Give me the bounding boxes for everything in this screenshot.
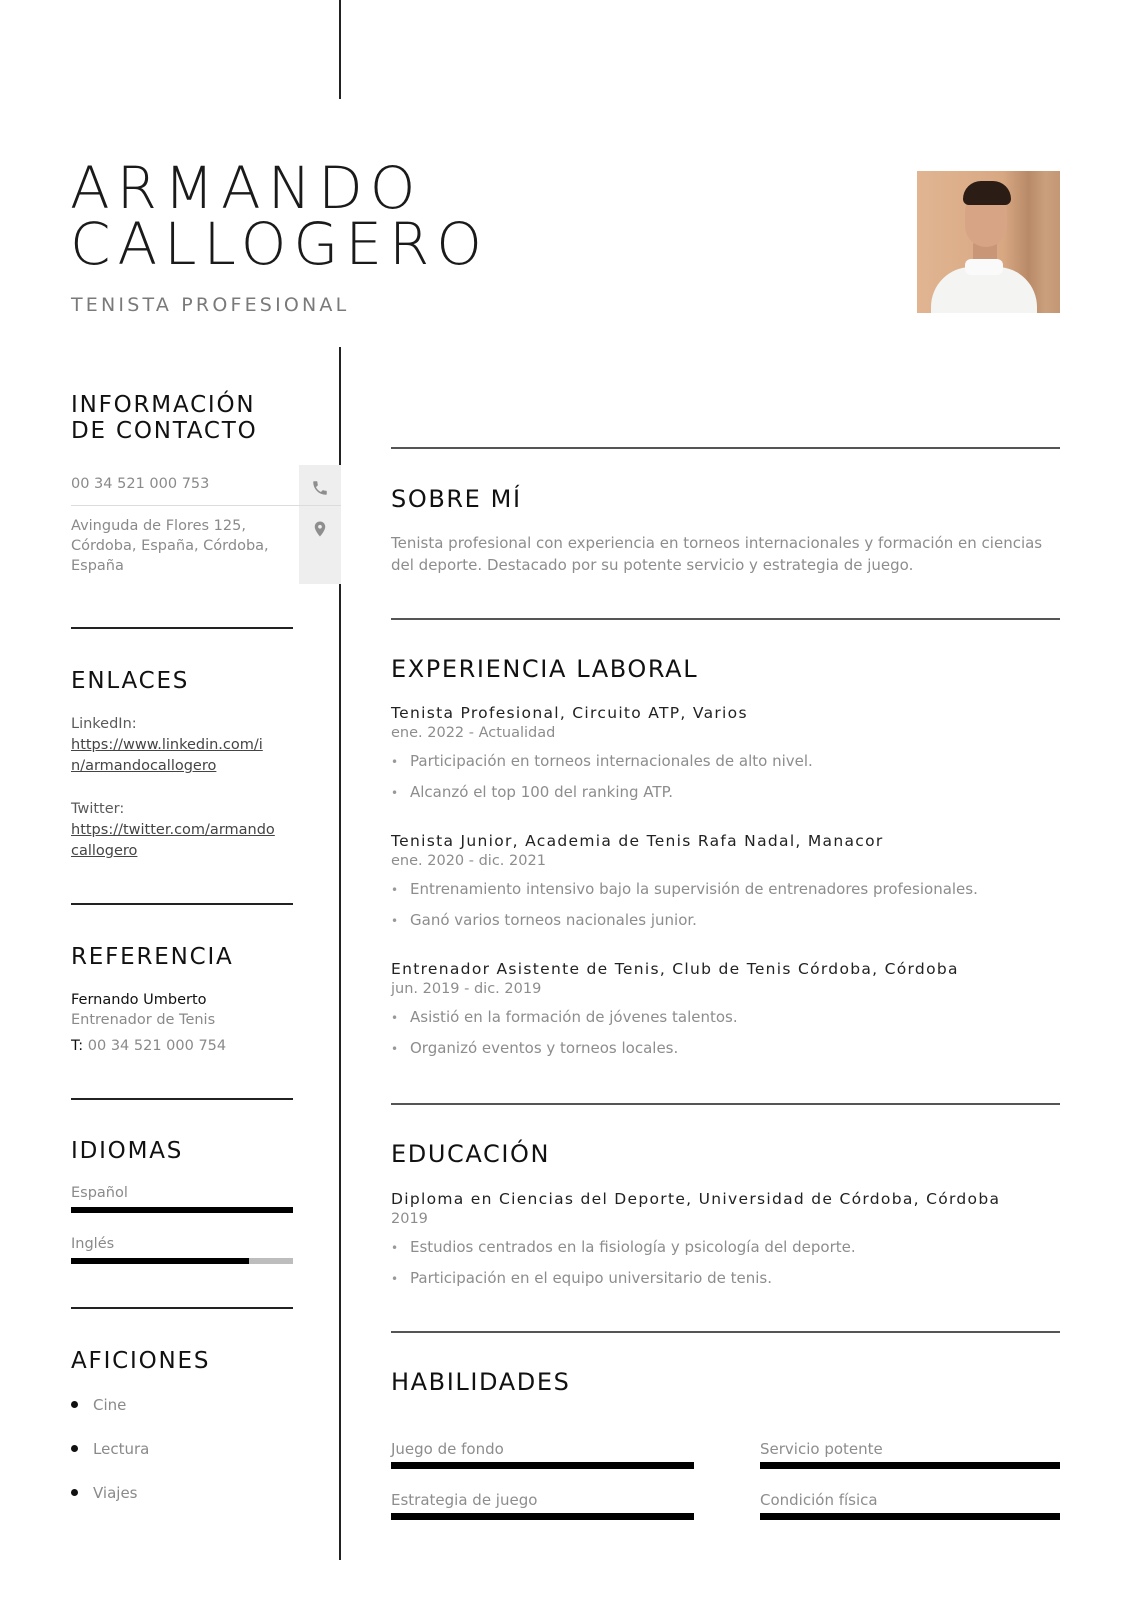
section-divider xyxy=(391,1103,1060,1105)
bullet-icon xyxy=(71,1401,78,1408)
bullet-icon xyxy=(71,1445,78,1452)
skill-name: Estrategia de juego xyxy=(391,1491,538,1509)
address-line: España xyxy=(71,558,124,574)
about-text: Tenista profesional con experiencia en torneos internacionales y formación en ciencias del deporte. Destacado por su potente servicio y estrategia de juego. xyxy=(391,534,1043,574)
job-title: Tenista Junior, Academia de Tenis Rafa Nadal, Manacor xyxy=(391,832,884,850)
hobby-item: Lectura xyxy=(71,1440,149,1458)
job-bullet: • Organizó eventos y torneos locales. xyxy=(391,1039,679,1057)
skill-level-bar xyxy=(760,1462,1060,1469)
candidate-name xyxy=(70,154,489,278)
link-label: LinkedIn: xyxy=(71,716,137,732)
language-level-bar xyxy=(71,1258,293,1264)
top-divider-line xyxy=(339,0,341,99)
link-label: Twitter: xyxy=(71,801,125,817)
job-bullet: • Participación en torneos internacionales de alto nivel. xyxy=(391,752,813,770)
job-title: Tenista Profesional, Circuito ATP, Varios xyxy=(391,704,748,722)
contact-phone: 00 34 521 000 753 xyxy=(71,476,210,492)
job-dates: ene. 2022 - Actualidad xyxy=(391,725,556,741)
skill-name: Condición física xyxy=(760,1491,878,1509)
link-twitter xyxy=(71,799,293,862)
reference-section-title: REFERENCIA xyxy=(71,944,234,970)
section-divider xyxy=(71,1307,293,1309)
skill-level-bar xyxy=(760,1513,1060,1520)
languages-section-title: IDIOMAS xyxy=(71,1138,184,1164)
twitter-url[interactable]: https://twitter.com/armando callogero xyxy=(71,822,275,859)
address-line: Córdoba, España, Córdoba, xyxy=(71,538,269,554)
section-divider xyxy=(71,627,293,629)
education-bullet: • Estudios centrados en la fisiología y psicología del deporte. xyxy=(391,1238,856,1256)
contact-title-line1: INFORMACIÓN xyxy=(71,392,256,418)
job-bullet: • Ganó varios torneos nacionales junior. xyxy=(391,911,697,929)
bullet-icon xyxy=(71,1489,78,1496)
hobbies-section-title: AFICIONES xyxy=(71,1348,211,1374)
job-role: TENISTA PROFESIONAL xyxy=(71,294,350,316)
hobby-item: Viajes xyxy=(71,1484,138,1502)
section-divider xyxy=(391,618,1060,620)
reference-phone: T: 00 34 521 000 754 xyxy=(71,1038,227,1054)
job-dates: ene. 2020 - dic. 2021 xyxy=(391,853,546,869)
reference-block xyxy=(71,990,226,1056)
job-bullet: • Alcanzó el top 100 del ranking ATP. xyxy=(391,783,674,801)
language-level-bar xyxy=(71,1207,293,1213)
education-section-title: EDUCACIÓN xyxy=(391,1140,551,1168)
skill-level-bar xyxy=(391,1513,694,1520)
skill-name: Servicio potente xyxy=(760,1440,883,1458)
skill-level-bar xyxy=(391,1462,694,1469)
language-name: Español xyxy=(71,1185,128,1201)
section-divider xyxy=(391,1331,1060,1333)
link-linkedin xyxy=(71,714,293,777)
hobby-item: Cine xyxy=(71,1396,126,1414)
linkedin-url[interactable]: https://www.linkedin.com/i n/armandocallogero xyxy=(71,737,263,774)
first-name: ARMANDO xyxy=(70,154,423,222)
education-bullet: • Participación en el equipo universitario de tenis. xyxy=(391,1269,773,1287)
links-section-title: ENLACES xyxy=(71,668,190,694)
contact-separator xyxy=(71,505,341,506)
reference-name: Fernando Umberto xyxy=(71,992,207,1008)
job-title: Entrenador Asistente de Tenis, Club de Tenis Córdoba, Córdoba xyxy=(391,960,959,978)
contact-section-title xyxy=(71,392,258,444)
section-divider xyxy=(71,1098,293,1100)
contact-address xyxy=(71,516,341,576)
section-divider xyxy=(391,447,1060,449)
about-section-title: SOBRE MÍ xyxy=(391,485,522,513)
profile-photo xyxy=(917,171,1060,313)
contact-title-line2: DE CONTACTO xyxy=(71,418,258,444)
job-bullet: • Asistió en la formación de jóvenes talentos. xyxy=(391,1008,738,1026)
job-dates: jun. 2019 - dic. 2019 xyxy=(391,981,542,997)
reference-position: Entrenador de Tenis xyxy=(71,1012,216,1028)
job-bullet: • Entrenamiento intensivo bajo la supervisión de entrenadores profesionales. xyxy=(391,880,978,898)
skills-section-title: HABILIDADES xyxy=(391,1368,571,1396)
last-name: CALLOGERO xyxy=(70,210,489,278)
address-line: Avinguda de Flores 125, xyxy=(71,518,246,534)
education-degree: Diploma en Ciencias del Deporte, Universidad de Córdoba, Córdoba xyxy=(391,1190,1001,1208)
section-divider xyxy=(71,903,293,905)
language-name: Inglés xyxy=(71,1236,115,1252)
experience-section-title: EXPERIENCIA LABORAL xyxy=(391,655,699,683)
education-year: 2019 xyxy=(391,1211,428,1227)
skill-name: Juego de fondo xyxy=(391,1440,504,1458)
